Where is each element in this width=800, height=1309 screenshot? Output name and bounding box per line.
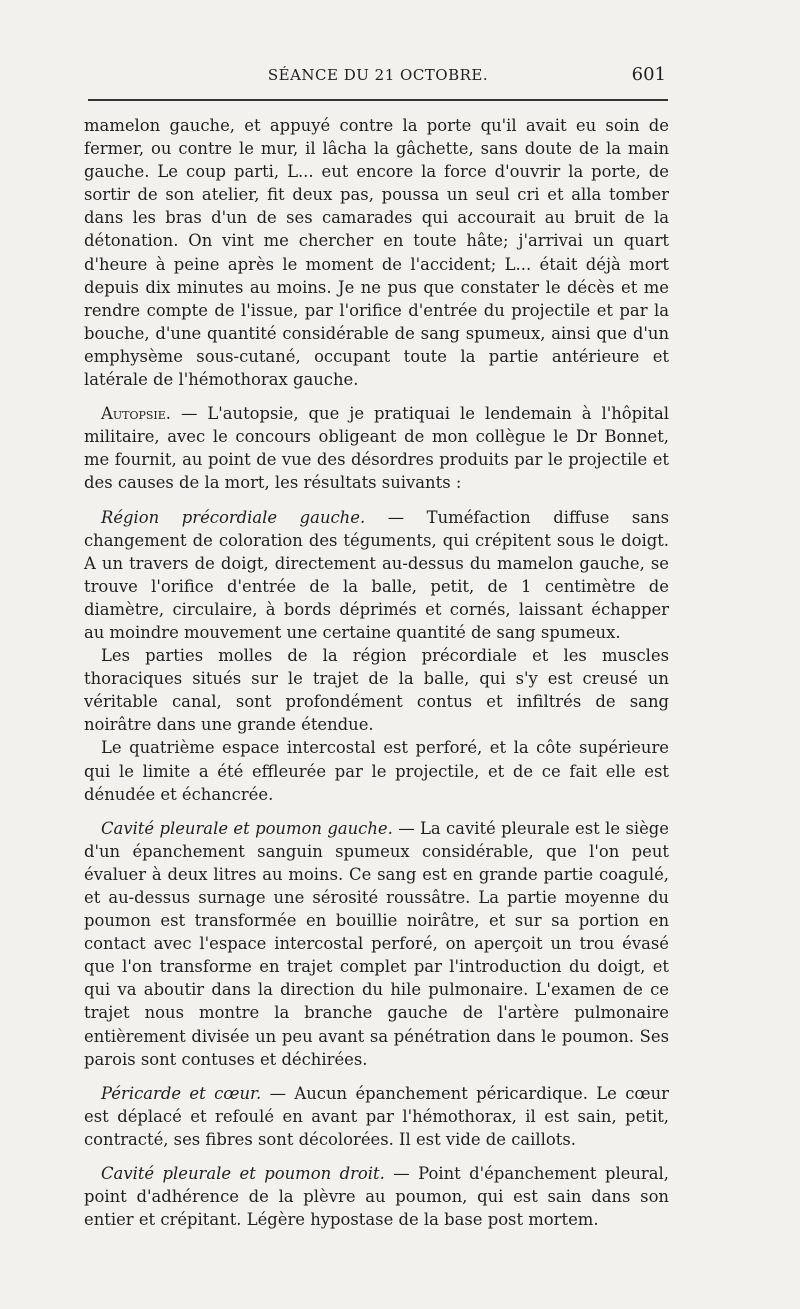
paragraph-text: mamelon gauche, et appuyé contre la porte qu'il avait eu soin de fermer, ou contre le mur, il lâcha la gâchette, sans doute de la main gauche. Le coup parti, L... eut encore la force d'ouvrir la porte, de sortir de son atelier, fit deux pas, poussa un seul cri et alla tomber dans les bras d'un de ses camarades qui accourait au bruit de la détonation. On vint me chercher en toute hâte; j'arrivai un quart d'heure à peine après le moment de l'accident; L... était déjà mort depuis dix minutes au moins. Je ne pus que constater le décès et me rendre compte de l'issue, par l'orifice d'entrée du projectile et par la bouche, d'une quantité considérable de sang spumeux, ainsi que d'un emphysème sous-cutané, occupant toute la partie antérieure et latérale de l'hémothorax gauche. [84,116,669,390]
paragraph-cavite-gauche [84,817,669,1071]
section-lead: Cavité pleurale et poumon gauche. [101,818,393,838]
paragraph-text: Le quatrième espace intercostal est perforé, et la côte supérieure qui le limite a été effleurée par le projectile, et de ce fait elle est dénudée et échancrée. [84,738,669,804]
running-header [88,66,668,92]
body-text [84,114,669,1231]
page-number: 601 [631,64,666,85]
paragraph-text: Les parties molles de la région précordiale et les muscles thoraciques situés sur le trajet de la balle, qui s'y est creusé un véritable canal, sont profondément contus et infiltrés de sang noirâtre dans une grande étendue. [84,646,669,735]
paragraph-pericarde [84,1082,669,1151]
header-rule [88,99,668,101]
running-title: SÉANCE DU 21 OCTOBRE. [267,66,489,84]
paragraph-autopsie [84,402,669,494]
section-lead: Cavité pleurale et poumon droit. [101,1164,385,1184]
paragraph-continuation [84,114,669,391]
paragraph-region-precordiale [84,506,669,645]
section-lead: Autopsie. [101,404,171,424]
paragraph-text: — La cavité pleurale est le siège d'un épanchement sanguin spumeux considérable, que l'on peut évaluer à deux litres au moins. Ce sang est en grande partie coagulé, et au-dessus surnage une sérosité roussâtre. La partie moyenne du poumon est transformée en bouillie noirâtre, et sur sa portion en contact avec l'espace intercostal perforé, on aperçoit un trou évasé que l'on transforme en trajet complet par l'introduction du doigt, et qui va aboutir dans la direction du hile pulmonaire. L'examen de ce trajet nous montre la branche gauche de l'artère pulmonaire entièrement divisée un peu avant sa pénétration dans le poumon. Ses parois sont contuses et déchirées. [84,818,669,1069]
paragraph-text: — Tuméfaction diffuse sans changement de coloration des téguments, qui crépitent sous le doigt. A un travers de doigt, directement au-dessus du mamelon gauche, se trouve l'orifice d'entrée de la balle, petit, de 1 centimètre de diamètre, circulaire, à bords déprimés et cornés, laissant échapper au moindre mouvement une certaine quantité de sang spumeux. [84,507,669,642]
section-lead: Péricarde et cœur. [101,1083,262,1103]
paragraph-text: — Point d'épanchement pleural, point d'adhérence de la plèvre au poumon, qui est sain dans son entier et crépitant. Légère hypostase de la base post mortem. [84,1164,669,1230]
paragraph-parties-molles [84,644,669,736]
section-lead: Région précordiale gauche. [101,507,366,527]
paragraph-espace-intercostal [84,736,669,805]
paragraph-text: — Aucun épanchement péricardique. Le cœur est déplacé et refoulé en avant par l'hémothorax, il est sain, petit, contracté, ses fibres sont décolorées. Il est vide de caillots. [84,1083,669,1149]
paragraph-text: — L'autopsie, que je pratiquai le lendemain à l'hôpital militaire, avec le concours obligeant de mon collègue le Dr Bonnet, me fournit, au point de vue des désordres produits par le projectile et des causes de la mort, les résultats suivants : [84,404,669,493]
paragraph-cavite-droite [84,1162,669,1231]
